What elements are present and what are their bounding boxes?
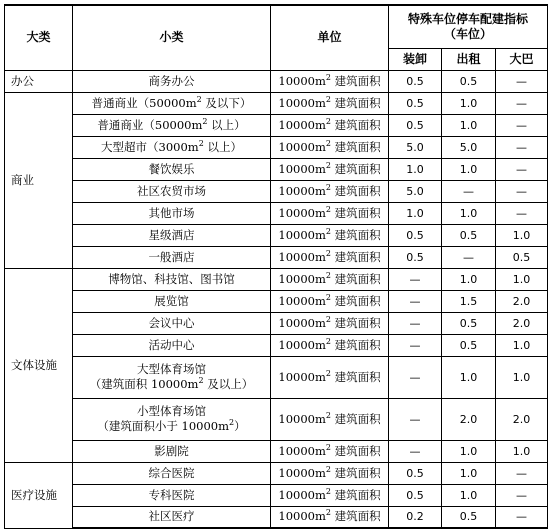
table-row [5,92,548,114]
loading-value: — [389,334,442,356]
loading-value: — [389,268,442,290]
minor-category-text: 以上） [203,139,242,154]
minor-category-cell: 综合医院 [73,462,271,484]
unit-text: 建筑面积 [330,205,381,220]
table-row [5,180,548,202]
minor-category-text: 普通商业（50000m [91,95,197,110]
taxi-value: 1.0 [442,440,496,462]
bus-value: — [496,114,548,136]
superscript-two: 2 [325,72,331,82]
taxi-value: 0.5 [442,312,496,334]
unit-text: 10000m [278,139,326,154]
minor-category-text: 及以上） [203,377,254,391]
unit-cell [271,70,389,92]
superscript-two: 2 [325,508,331,518]
superscript-two: 2 [325,336,331,346]
bus-value: 1.0 [496,440,548,462]
loading-value: 0.5 [389,114,442,136]
minor-category-text: ） [234,419,246,433]
bus-value: — [496,180,548,202]
unit-cell [271,136,389,158]
minor-category-cell: 展览馆 [73,290,271,312]
unit-text: 10000m [278,227,326,242]
superscript-two: 2 [325,248,331,258]
minor-category-text: （建筑面积小于 10000m [97,419,230,433]
superscript-two: 2 [325,94,331,104]
unit-text: 10000m [278,443,326,458]
unit-text: 10000m [278,117,326,132]
header-major-category: 大类 [5,5,73,70]
minor-category-text: （建筑面积 10000m [89,377,199,391]
taxi-value: 1.0 [442,268,496,290]
unit-text: 建筑面积 [330,249,381,264]
unit-cell [271,484,389,506]
taxi-value: 1.0 [442,356,496,398]
unit-cell [271,158,389,180]
table-row [5,114,548,136]
unit-text: 10000m [278,95,326,110]
unit-text: 建筑面积 [330,293,381,308]
minor-category-cell: 餐饮娱乐 [73,158,271,180]
minor-category-cell: 一般酒店 [73,246,271,268]
unit-text: 10000m [278,509,326,524]
unit-text: 10000m [278,205,326,220]
superscript-two: 2 [325,138,331,148]
unit-text: 建筑面积 [330,465,381,480]
taxi-value: 1.0 [442,158,496,180]
taxi-value: 1.0 [442,92,496,114]
superscript-two: 2 [325,410,331,420]
header-row [5,5,548,48]
loading-value: 1.0 [389,202,442,224]
table-row [5,224,548,246]
loading-value: 1.0 [389,158,442,180]
loading-value: 0.5 [389,70,442,92]
superscript-two: 2 [196,94,202,104]
table-row [5,202,548,224]
superscript-two: 2 [325,270,331,280]
header-indicator-unit: （车位） [443,26,492,41]
unit-text: 10000m [278,271,326,286]
taxi-value: 1.5 [442,290,496,312]
minor-category-cell: 会议中心 [73,312,271,334]
unit-cell [271,398,389,440]
unit-cell [271,334,389,356]
minor-category-cell: 影剧院 [73,440,271,462]
superscript-two: 2 [325,486,331,496]
bus-value: 1.0 [496,224,548,246]
unit-cell [271,202,389,224]
header-loading: 装卸 [389,48,442,70]
header-bus: 大巴 [496,48,548,70]
loading-value: — [389,290,442,312]
table-row [5,290,548,312]
superscript-two: 2 [325,442,331,452]
taxi-value: 1.0 [442,462,496,484]
unit-text: 建筑面积 [330,139,381,154]
unit-text: 建筑面积 [330,227,381,242]
taxi-value: 0.5 [442,70,496,92]
unit-text: 建筑面积 [330,95,381,110]
unit-text: 建筑面积 [330,369,381,384]
minor-category-line1: 大型体育场馆 [137,362,206,376]
table-row [5,440,548,462]
superscript-two: 2 [325,292,331,302]
table-row [5,462,548,484]
loading-value: 0.5 [389,246,442,268]
unit-cell [271,312,389,334]
taxi-value: — [442,246,496,268]
superscript-two: 2 [325,160,331,170]
loading-value: — [389,398,442,440]
major-category-cell: 商业 [5,92,73,268]
taxi-value: 1.0 [442,484,496,506]
bus-value: 2.0 [496,398,548,440]
header-minor-category: 小类 [73,5,271,70]
table-row [5,356,548,398]
unit-text: 建筑面积 [330,73,381,88]
unit-text: 10000m [278,293,326,308]
bus-value: 1.0 [496,356,548,398]
unit-text: 建筑面积 [330,487,381,502]
table-body [5,70,548,528]
parking-standards-table [4,4,548,529]
table-row [5,246,548,268]
header-taxi: 出租 [442,48,496,70]
minor-category-cell [73,114,271,136]
bus-value: 1.0 [496,268,548,290]
loading-value: 0.5 [389,462,442,484]
loading-value: 5.0 [389,180,442,202]
unit-cell [271,114,389,136]
unit-text: 10000m [278,73,326,88]
minor-category-line1: 小型体育场馆 [137,404,206,418]
minor-category-cell: 星级酒店 [73,224,271,246]
unit-text: 10000m [278,315,326,330]
superscript-two: 2 [198,138,204,148]
unit-text: 建筑面积 [330,337,381,352]
minor-category-cell: 活动中心 [73,334,271,356]
minor-category-line2 [75,377,268,392]
bus-value: — [496,158,548,180]
unit-cell [271,180,389,202]
taxi-value: 5.0 [442,136,496,158]
bus-value: 1.0 [496,334,548,356]
minor-category-line2 [75,419,268,434]
table-row [5,136,548,158]
major-category-cell: 医疗设施 [5,462,73,528]
table-row [5,398,548,440]
unit-text: 建筑面积 [330,271,381,286]
unit-text: 10000m [278,249,326,264]
loading-value: — [389,440,442,462]
unit-cell [271,440,389,462]
unit-text: 10000m [278,183,326,198]
bus-value: — [496,70,548,92]
unit-cell [271,356,389,398]
header-unit: 单位 [271,5,389,70]
superscript-two: 2 [325,116,331,126]
loading-value: 0.5 [389,484,442,506]
bus-value: — [496,506,548,528]
taxi-value: 2.0 [442,398,496,440]
taxi-value: 0.5 [442,224,496,246]
unit-cell [271,224,389,246]
minor-category-text: 普通商业（50000m [97,117,203,132]
major-category-cell: 办公 [5,70,73,92]
loading-value: 0.5 [389,224,442,246]
bus-value: — [496,92,548,114]
unit-text: 10000m [278,369,326,384]
minor-category-cell: 博物馆、科技馆、图书馆 [73,268,271,290]
minor-category-cell [73,92,271,114]
unit-cell [271,268,389,290]
unit-cell [271,290,389,312]
header-indicator-title: 特殊车位停车配建指标 [407,11,528,26]
unit-cell [271,246,389,268]
bus-value: 2.0 [496,290,548,312]
unit-text: 建筑面积 [330,509,381,524]
minor-category-cell [73,136,271,158]
loading-value: — [389,312,442,334]
minor-category-cell: 商务办公 [73,70,271,92]
unit-text: 10000m [278,411,326,426]
bus-value: — [496,202,548,224]
unit-text: 10000m [278,487,326,502]
table-row [5,158,548,180]
taxi-value: — [442,180,496,202]
superscript-two: 2 [325,314,331,324]
minor-category-cell: 社区医疗 [73,506,271,528]
unit-text: 建筑面积 [330,315,381,330]
unit-text: 建筑面积 [330,117,381,132]
superscript-two: 2 [202,116,208,126]
unit-text: 10000m [278,161,326,176]
superscript-two: 2 [198,376,204,386]
header-indicator [389,5,548,48]
taxi-value: 1.0 [442,114,496,136]
bus-value: — [496,462,548,484]
unit-text: 建筑面积 [330,183,381,198]
table-row [5,484,548,506]
minor-category-text: 以上） [207,117,246,132]
taxi-value: 1.0 [442,202,496,224]
taxi-value: 0.5 [442,506,496,528]
minor-category-cell [73,398,271,440]
minor-category-cell: 其他市场 [73,202,271,224]
table-row [5,268,548,290]
superscript-two: 2 [325,464,331,474]
table-row [5,312,548,334]
unit-text: 10000m [278,337,326,352]
superscript-two: 2 [229,418,235,428]
loading-value: 0.5 [389,92,442,114]
minor-category-text: 大型超市（3000m [101,139,199,154]
unit-cell [271,462,389,484]
bus-value: 0.5 [496,246,548,268]
loading-value: 0.2 [389,506,442,528]
minor-category-cell [73,356,271,398]
unit-text: 建筑面积 [330,443,381,458]
loading-value: — [389,356,442,398]
bus-value: — [496,484,548,506]
table-row [5,70,548,92]
superscript-two: 2 [325,182,331,192]
bus-value: — [496,136,548,158]
major-category-cell: 文体设施 [5,268,73,462]
bus-value: 2.0 [496,312,548,334]
unit-cell [271,92,389,114]
superscript-two: 2 [325,368,331,378]
unit-text: 10000m [278,465,326,480]
taxi-value: 0.5 [442,334,496,356]
table-row [5,334,548,356]
minor-category-text: 及以下） [201,95,252,110]
unit-text: 建筑面积 [330,411,381,426]
superscript-two: 2 [325,226,331,236]
unit-text: 建筑面积 [330,161,381,176]
minor-category-cell: 社区农贸市场 [73,180,271,202]
minor-category-cell: 专科医院 [73,484,271,506]
loading-value: 5.0 [389,136,442,158]
superscript-two: 2 [325,204,331,214]
